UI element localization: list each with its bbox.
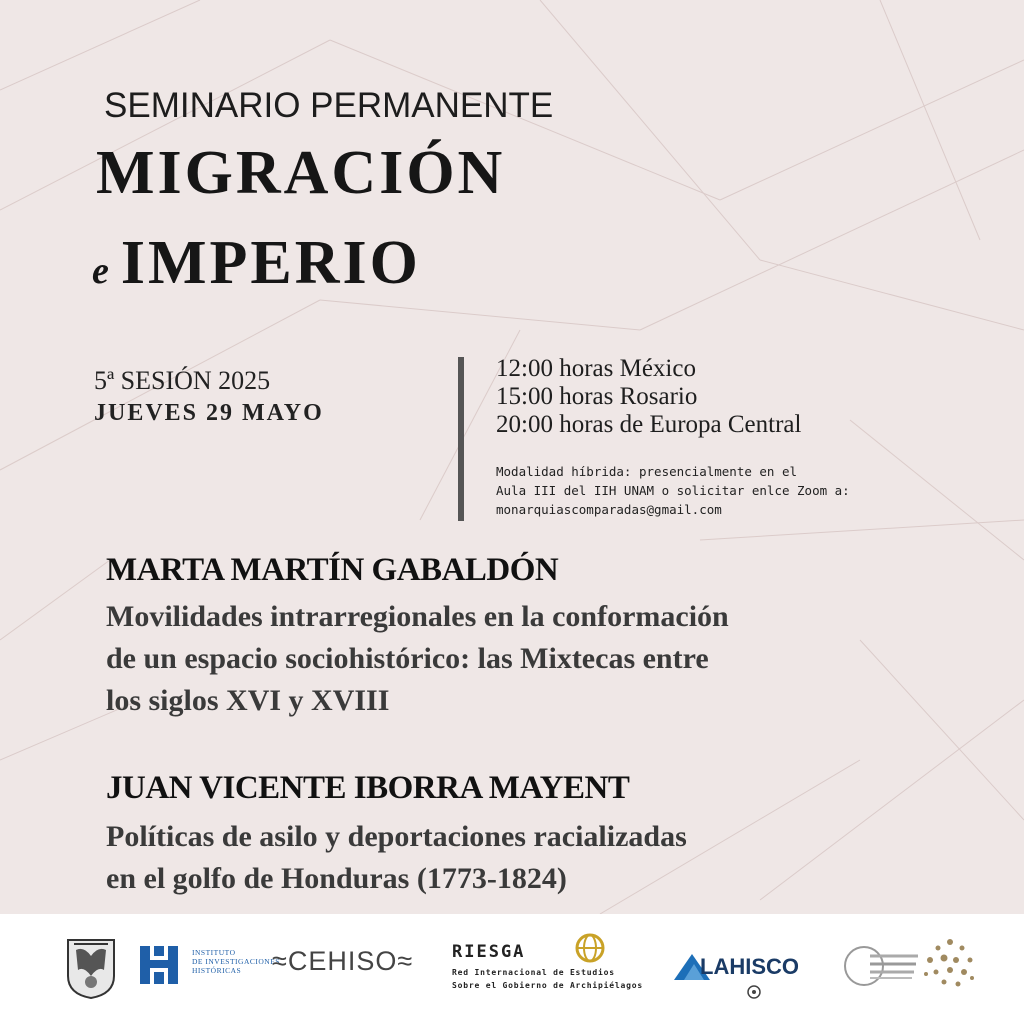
- riesga-globe-icon: [574, 932, 606, 964]
- iih-wordmark-line: DE INVESTIGACIONES: [192, 957, 280, 966]
- speaker-1-talk: [106, 596, 729, 722]
- iih-wordmark-line: HISTÓRICAS: [192, 966, 242, 975]
- riesga-subtitle-line: Red Internacional de Estudios: [452, 968, 615, 977]
- title-imperio-line: [92, 229, 421, 297]
- modality-line: Modalidad híbrida: presencialmente en el: [496, 464, 798, 479]
- lahisco-badge-icon: [746, 984, 762, 1000]
- talk-line: de un espacio sociohistórico: las Mixtecas entre: [106, 642, 709, 675]
- speaker-1-name: MARTA MARTÍN GABALDÓN: [106, 552, 559, 588]
- time-mexico: 12:00 horas México: [496, 355, 696, 382]
- session-date: JUEVES 29 MAYO: [94, 400, 324, 426]
- title-migracion: MIGRACIÓN: [96, 139, 506, 207]
- title-conjunction: e: [92, 250, 109, 292]
- speaker-2-talk: [106, 816, 687, 900]
- vertical-divider: [458, 357, 464, 521]
- riesga-title: RIESGA: [452, 942, 526, 962]
- unam-seal-icon: [62, 936, 120, 1000]
- dotted-globe-icon: [920, 934, 980, 994]
- riesga-subtitle: [452, 966, 643, 992]
- lahisco-wordmark: LAHISCO: [700, 954, 799, 979]
- talk-line: los siglos XVI y XVIII: [106, 684, 390, 717]
- seminar-emblem-icon: [842, 944, 922, 988]
- talk-line: en el golfo de Honduras (1773-1824): [106, 862, 567, 895]
- session-number: 5ª SESIÓN 2025: [94, 366, 271, 395]
- modality-line: Aula III del IIH UNAM o solicitar enlce Zoom a:: [496, 483, 850, 498]
- time-europe: 20:00 horas de Europa Central: [496, 411, 802, 438]
- time-rosario: 15:00 horas Rosario: [496, 383, 698, 410]
- series-label: SEMINARIO PERMANENTE: [104, 86, 554, 125]
- talk-line: Políticas de asilo y deportaciones racializadas: [106, 820, 687, 853]
- schedule-times: [496, 355, 801, 439]
- modality-info: [496, 462, 850, 519]
- riesga-subtitle-line: Sobre el Gobierno de Archipiélagos: [452, 981, 643, 990]
- talk-line: Movilidades intrarregionales en la conformación: [106, 600, 729, 633]
- title-imperio: IMPERIO: [120, 229, 421, 297]
- iih-emblem-icon: [136, 940, 182, 990]
- iih-wordmark: [192, 948, 280, 975]
- contact-email[interactable]: monarquiascomparadas@gmail.com: [496, 502, 722, 517]
- iih-wordmark-line: INSTITUTO: [192, 948, 236, 957]
- sponsor-logo-bar: [0, 914, 1024, 1024]
- cehiso-logo: ≈CEHISO≈: [272, 946, 414, 976]
- speaker-2-name: JUAN VICENTE IBORRA MAYENT: [106, 770, 630, 806]
